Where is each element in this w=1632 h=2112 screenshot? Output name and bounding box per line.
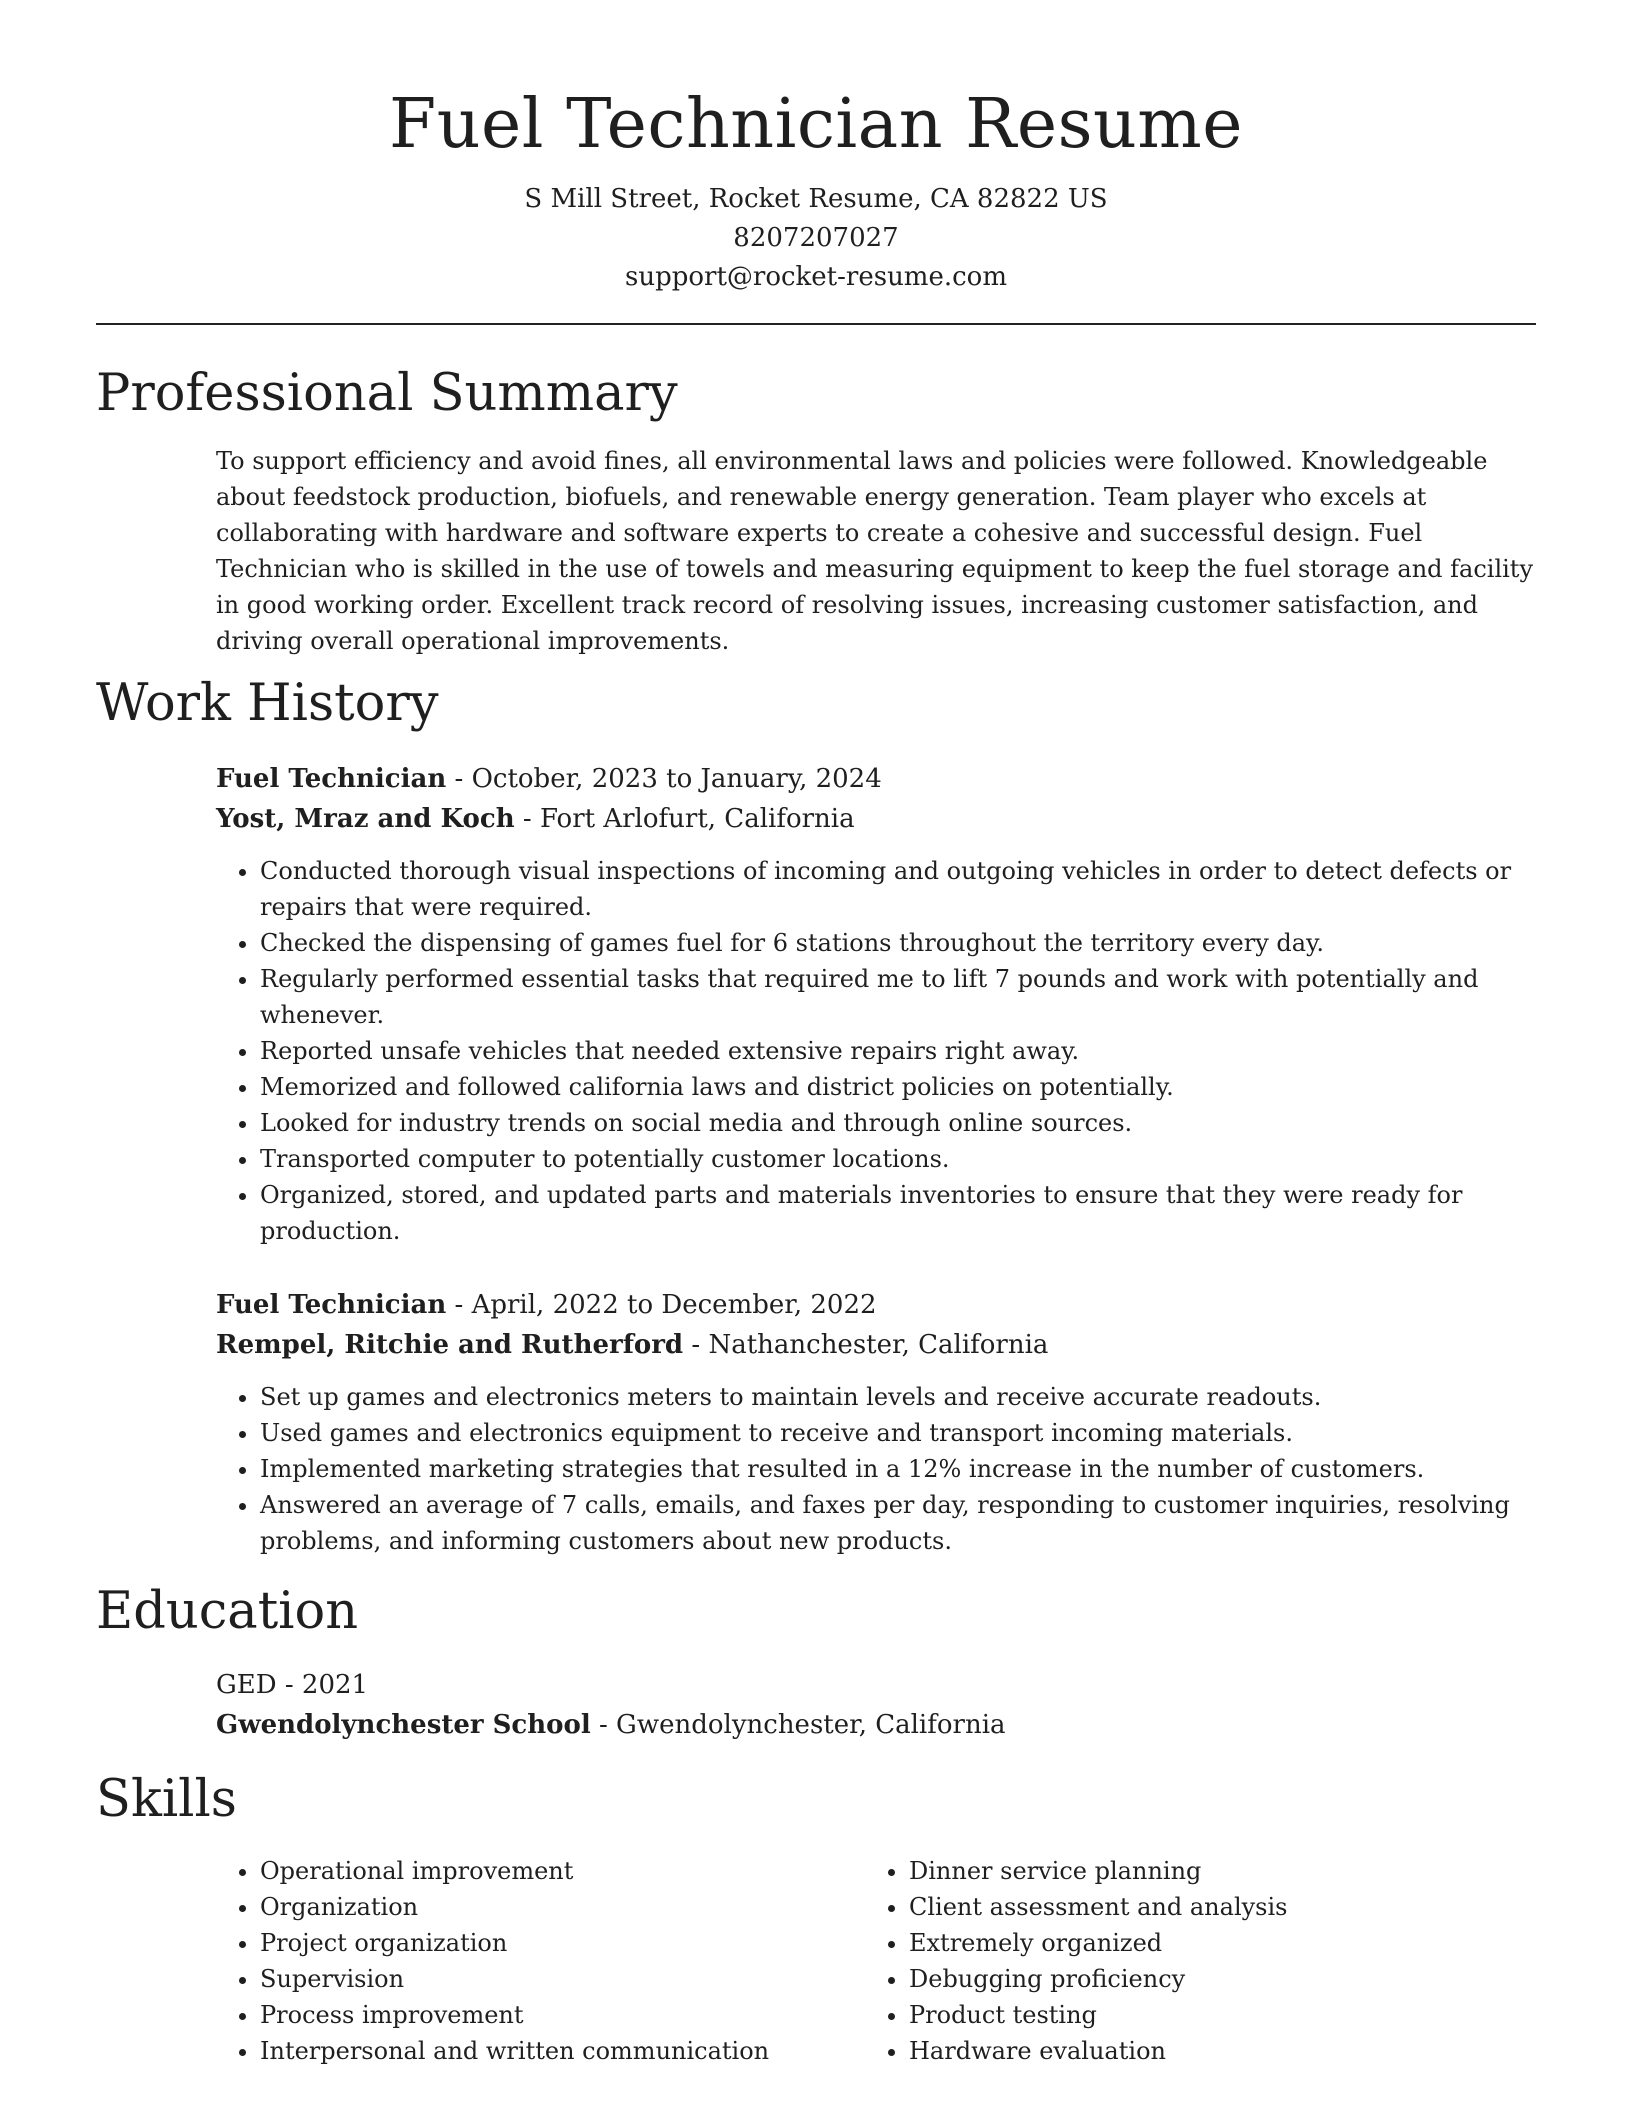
job-location: - Fort Arlofurt, California	[514, 804, 855, 834]
skill-item: • Organization	[260, 1889, 865, 1925]
skill-item: • Product testing	[909, 1997, 1514, 2033]
job-entry	[216, 1285, 1536, 1559]
job-bullets	[216, 1379, 1536, 1559]
header-divider	[96, 323, 1536, 325]
job-role-line	[216, 759, 1536, 799]
job-bullet: • Reported unsafe vehicles that needed extensive repairs right away.	[260, 1033, 1536, 1069]
section-title-skills: Skills	[96, 1770, 237, 1829]
skill-item: • Operational improvement	[260, 1853, 865, 1889]
resume-header	[96, 0, 1536, 297]
education-school: Gwendolynchester School	[216, 1710, 591, 1740]
job-bullet: • Answered an average of 7 calls, emails, and faxes per day, responding to customer inquiries, resolving problems, and informing customers about new products.	[260, 1487, 1536, 1559]
job-dates: - October, 2023 to January, 2024	[446, 764, 882, 794]
education-school-line	[216, 1705, 1536, 1745]
section-title-work-history: Work History	[96, 674, 439, 733]
job-bullet: • Used games and electronics equipment to receive and transport incoming materials.	[260, 1415, 1536, 1451]
education-location: - Gwendolynchester, California	[590, 1710, 1006, 1740]
contact-block	[96, 180, 1536, 297]
work-history-body	[216, 759, 1536, 1559]
skill-item: • Hardware evaluation	[909, 2033, 1514, 2069]
job-company: Yost, Mraz and Koch	[216, 804, 515, 834]
job-role: Fuel Technician	[216, 764, 447, 794]
job-company-line	[216, 1325, 1536, 1365]
job-bullet: • Memorized and followed california laws and district policies on potentially.	[260, 1069, 1536, 1105]
job-bullet: • Organized, stored, and updated parts and materials inventories to ensure that they were ready for production.	[260, 1177, 1536, 1249]
section-title-summary: Professional Summary	[96, 364, 678, 423]
job-bullet: • Implemented marketing strategies that resulted in a 12% increase in the number of customers.	[260, 1451, 1536, 1487]
education-body	[216, 1665, 1536, 1745]
contact-email: support@rocket-resume.com	[624, 262, 1007, 292]
skills-body	[216, 1853, 1536, 2069]
job-company-line	[216, 799, 1536, 839]
resume-page	[96, 0, 1536, 2069]
skill-item: • Dinner service planning	[909, 1853, 1514, 1889]
skill-item: • Client assessment and analysis	[909, 1889, 1514, 1925]
job-company: Rempel, Ritchie and Rutherford	[216, 1330, 684, 1360]
job-bullets	[216, 853, 1536, 1249]
summary-text: To support efficiency and avoid fines, all environmental laws and policies were followed. Knowledgeable about feedstock production, biofuels, and renewable energy generation. Team player who excels at collaborating with hardware and software experts to create a cohesive and successful design. Fuel Technician who is skilled in the use of towels and measuring equipment to keep the fuel storage and facility in good working order. Excellent track record of resolving issues, increasing customer satisfaction, and driving overall operational improvements.	[216, 447, 1533, 655]
skill-item: • Debugging proficiency	[909, 1961, 1514, 1997]
job-bullet: • Checked the dispensing of games fuel for 6 stations throughout the territory every day.	[260, 925, 1536, 961]
resume-title: Fuel Technician Resume	[389, 85, 1243, 164]
job-bullet: • Transported computer to potentially customer locations.	[260, 1141, 1536, 1177]
job-entry	[216, 759, 1536, 1249]
job-bullet: • Set up games and electronics meters to maintain levels and receive accurate readouts.	[260, 1379, 1536, 1415]
skill-item: • Process improvement	[260, 1997, 865, 2033]
skill-item: • Interpersonal and written communication	[260, 2033, 865, 2069]
skill-item: • Supervision	[260, 1961, 865, 1997]
contact-address: S Mill Street, Rocket Resume, CA 82822 US	[524, 184, 1108, 214]
job-location: - Nathanchester, California	[683, 1330, 1049, 1360]
education-degree: GED - 2021	[216, 1670, 369, 1700]
job-bullet: • Looked for industry trends on social media and through online sources.	[260, 1105, 1536, 1141]
job-role: Fuel Technician	[216, 1290, 447, 1320]
skills-list-left	[216, 1853, 865, 2069]
section-title-education: Education	[96, 1582, 359, 1641]
job-role-line	[216, 1285, 1536, 1325]
job-bullet: • Conducted thorough visual inspections of incoming and outgoing vehicles in order to detect defects or repairs that were required.	[260, 853, 1536, 925]
skill-item: • Extremely organized	[909, 1925, 1514, 1961]
skills-list-right	[865, 1853, 1514, 2069]
job-dates: - April, 2022 to December, 2022	[446, 1290, 877, 1320]
contact-phone: 8207207027	[733, 223, 899, 253]
job-bullet: • Regularly performed essential tasks that required me to lift 7 pounds and work with potentially and whenever.	[260, 961, 1536, 1033]
skill-item: • Project organization	[260, 1925, 865, 1961]
